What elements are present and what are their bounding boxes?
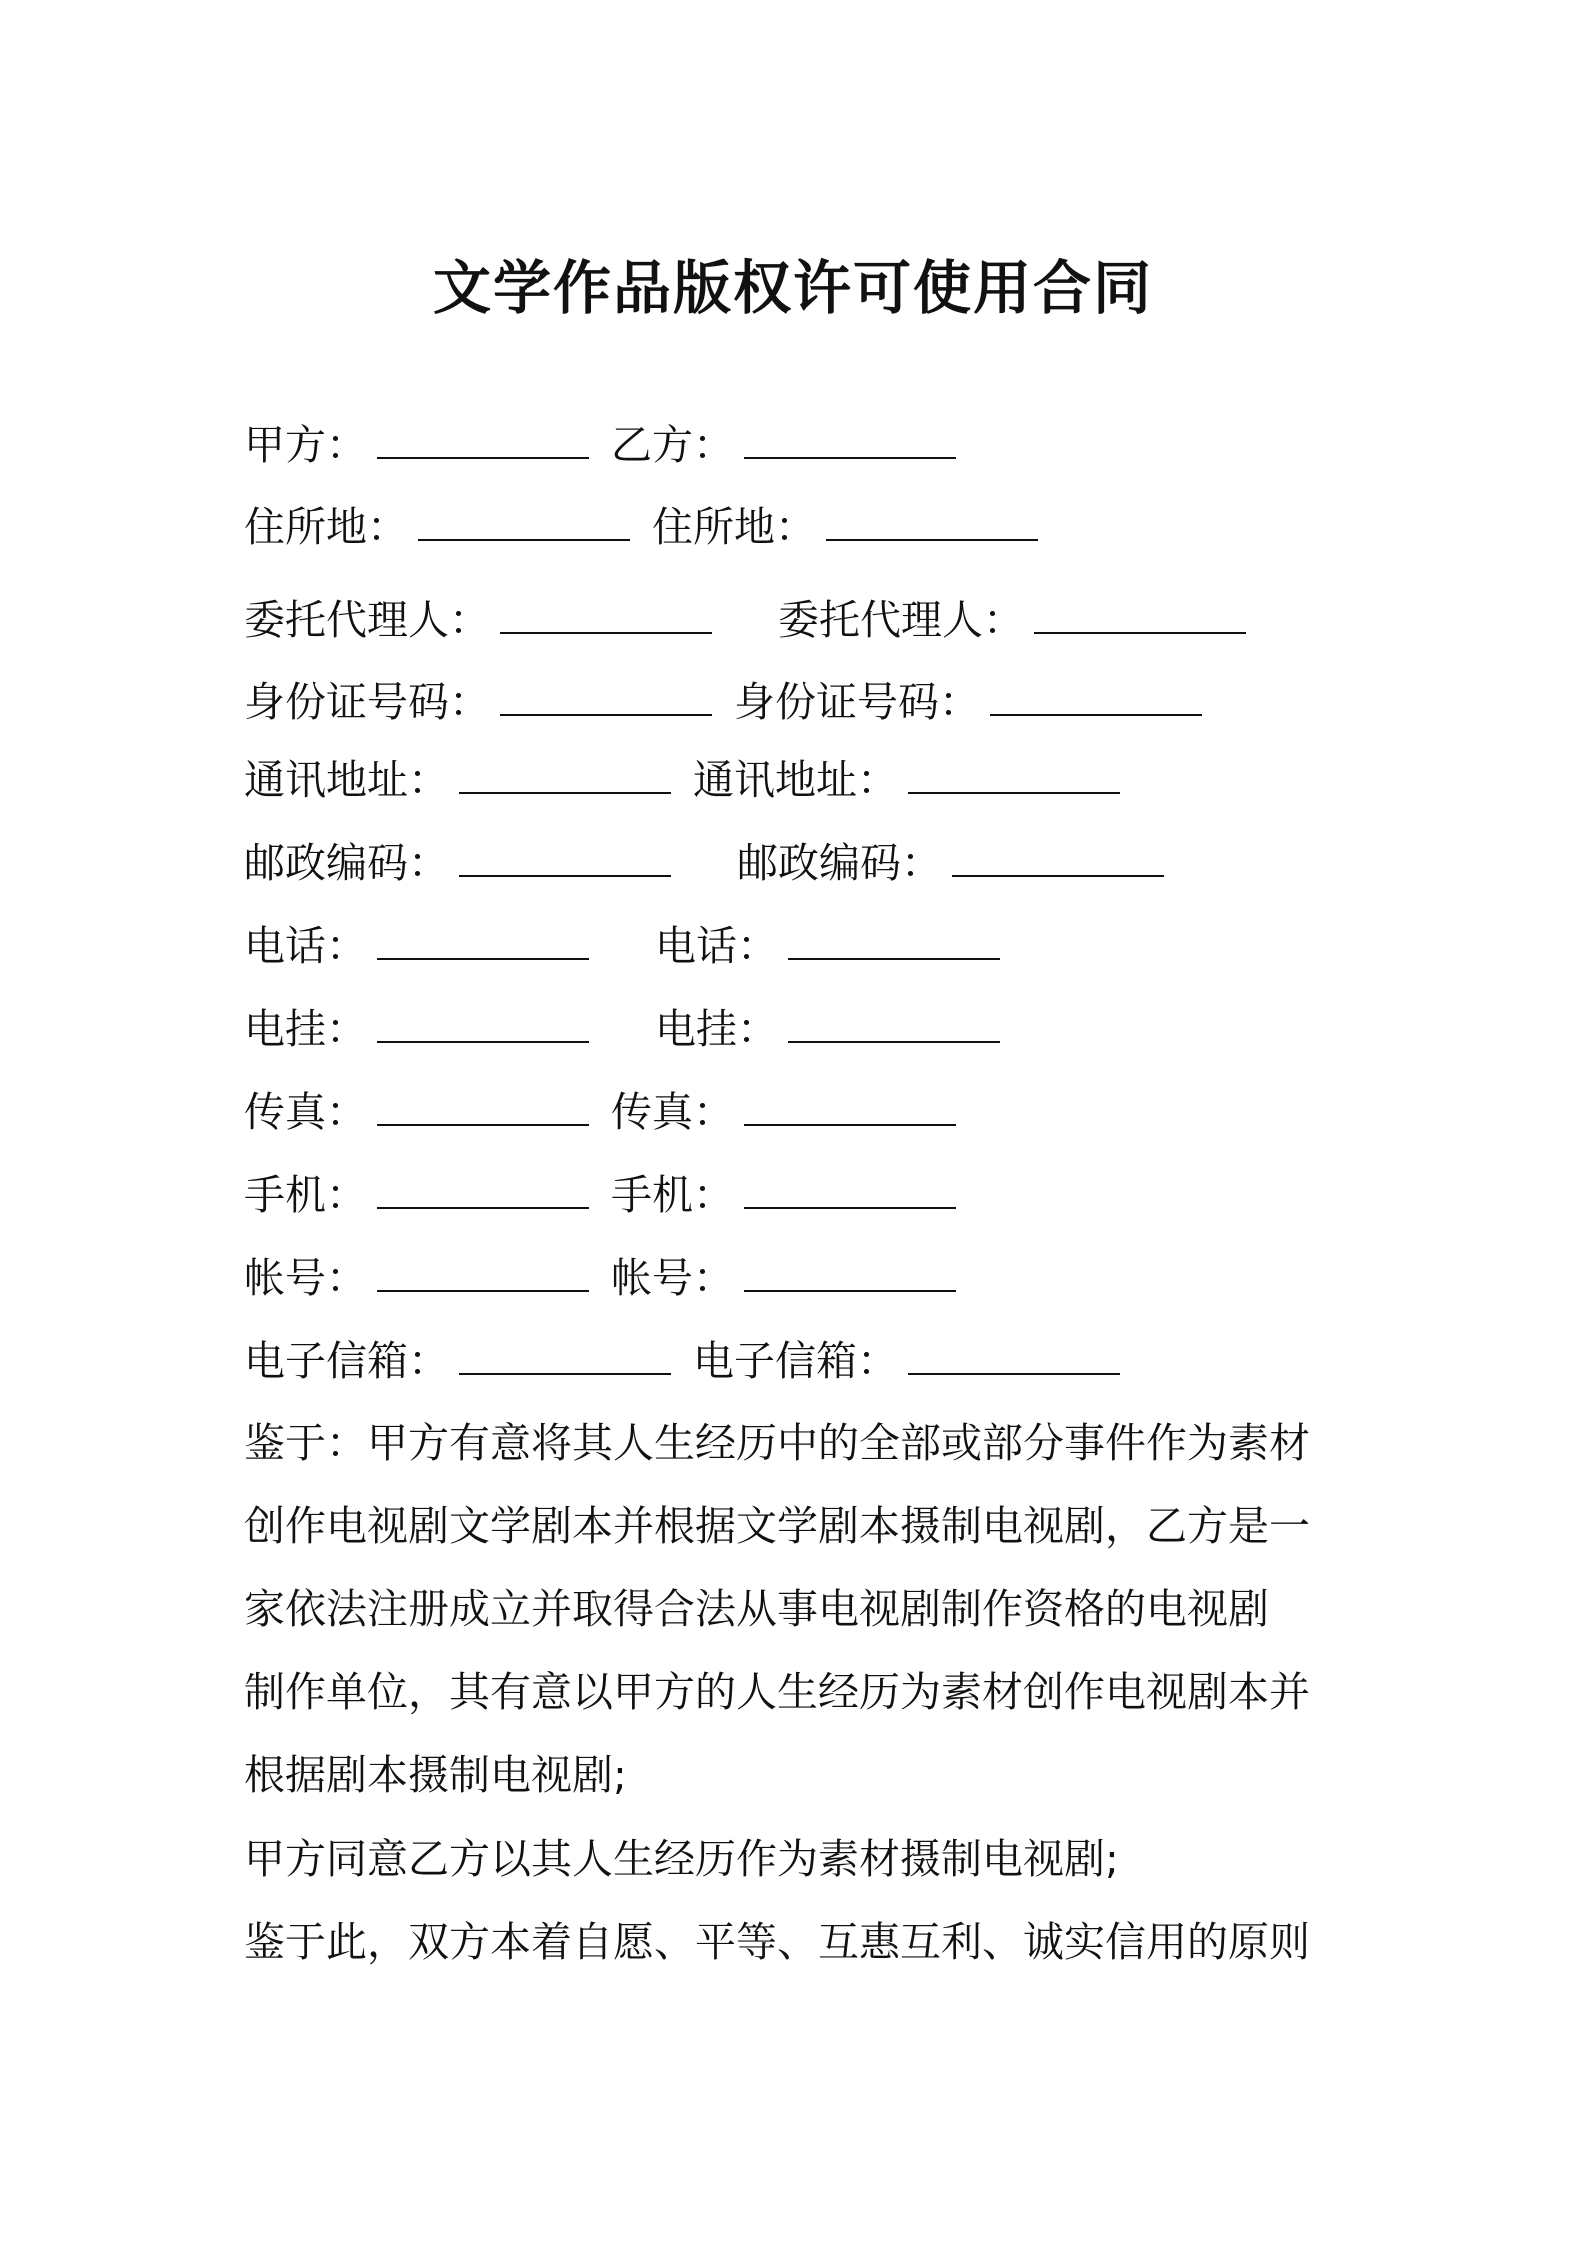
paragraph-line: 制作单位，其有意以甲方的人生经历为素材创作电视剧本并 — [244, 1668, 1310, 1716]
field-row — [244, 1331, 1120, 1391]
fill-blank[interactable] — [418, 505, 630, 541]
party-a-label: 委托代理人： — [244, 596, 490, 644]
party-a-label: 身份证号码： — [244, 678, 490, 726]
party-a-label: 通讯地址： — [244, 756, 449, 804]
party-b-label: 电话： — [655, 922, 778, 970]
fill-blank[interactable] — [377, 423, 589, 459]
fill-blank[interactable] — [500, 680, 712, 716]
fill-blank[interactable] — [744, 1256, 956, 1292]
field-row — [244, 1248, 956, 1308]
fill-blank[interactable] — [459, 841, 671, 877]
party-b-label: 传真： — [611, 1088, 734, 1136]
fill-blank[interactable] — [826, 505, 1038, 541]
fill-blank[interactable] — [990, 680, 1202, 716]
paragraph-line: 鉴于：甲方有意将其人生经历中的全部或部分事件作为素材 — [244, 1419, 1310, 1467]
consent-paragraph: 甲方同意乙方以其人生经历作为素材摄制电视剧; — [244, 1835, 1119, 1883]
fill-blank[interactable] — [744, 1090, 956, 1126]
party-b-label: 邮政编码： — [737, 839, 942, 887]
party-a-label: 传真： — [244, 1088, 367, 1136]
paragraph-line: 创作电视剧文学剧本并根据文学剧本摄制电视剧，乙方是一 — [244, 1502, 1310, 1550]
fill-blank[interactable] — [908, 758, 1120, 794]
fill-blank[interactable] — [459, 758, 671, 794]
party-b-label: 身份证号码： — [734, 678, 980, 726]
party-b-label: 委托代理人： — [778, 596, 1024, 644]
party-b-label: 手机： — [611, 1171, 734, 1219]
fill-blank[interactable] — [500, 598, 712, 634]
party-b-label: 电子信箱： — [693, 1337, 898, 1385]
party-a-label: 甲方： — [244, 421, 367, 469]
party-a-label: 邮政编码： — [244, 839, 449, 887]
fill-blank[interactable] — [788, 924, 1000, 960]
fill-blank[interactable] — [377, 1007, 589, 1043]
party-b-label: 帐号： — [611, 1254, 734, 1302]
party-b-label: 通讯地址： — [693, 756, 898, 804]
field-row — [244, 750, 1120, 810]
fill-blank[interactable] — [952, 841, 1164, 877]
field-row — [244, 415, 956, 475]
fill-blank[interactable] — [1034, 598, 1246, 634]
party-a-label: 住所地： — [244, 503, 408, 551]
field-row — [244, 672, 1202, 732]
party-a-label: 电话： — [244, 922, 367, 970]
fill-blank[interactable] — [908, 1339, 1120, 1375]
field-row — [244, 1165, 956, 1225]
field-row — [244, 833, 1164, 893]
document-title: 文学作品版权许可使用合同 — [432, 254, 1153, 322]
paragraph-line: 家依法注册成立并取得合法从事电视剧制作资格的电视剧 — [244, 1585, 1269, 1633]
fill-blank[interactable] — [788, 1007, 1000, 1043]
fill-blank[interactable] — [377, 924, 589, 960]
party-a-label: 手机： — [244, 1171, 367, 1219]
field-row — [244, 916, 1000, 976]
party-b-label: 乙方： — [611, 421, 734, 469]
party-a-label: 帐号： — [244, 1254, 367, 1302]
party-a-label: 电子信箱： — [244, 1337, 449, 1385]
party-b-label: 电挂： — [655, 1005, 778, 1053]
paragraph-line: 根据剧本摄制电视剧; — [244, 1751, 627, 1799]
fill-blank[interactable] — [377, 1256, 589, 1292]
principle-paragraph: 鉴于此，双方本着自愿、平等、互惠互利、诚实信用的原则 — [244, 1918, 1310, 1966]
fill-blank[interactable] — [377, 1090, 589, 1126]
fill-blank[interactable] — [459, 1339, 671, 1375]
fill-blank[interactable] — [377, 1173, 589, 1209]
field-row — [244, 590, 1246, 650]
fill-blank[interactable] — [744, 1173, 956, 1209]
fill-blank[interactable] — [744, 423, 956, 459]
field-row — [244, 497, 1038, 557]
field-row — [244, 1082, 956, 1142]
party-a-label: 电挂： — [244, 1005, 367, 1053]
party-b-label: 住所地： — [652, 503, 816, 551]
field-row — [244, 999, 1000, 1059]
